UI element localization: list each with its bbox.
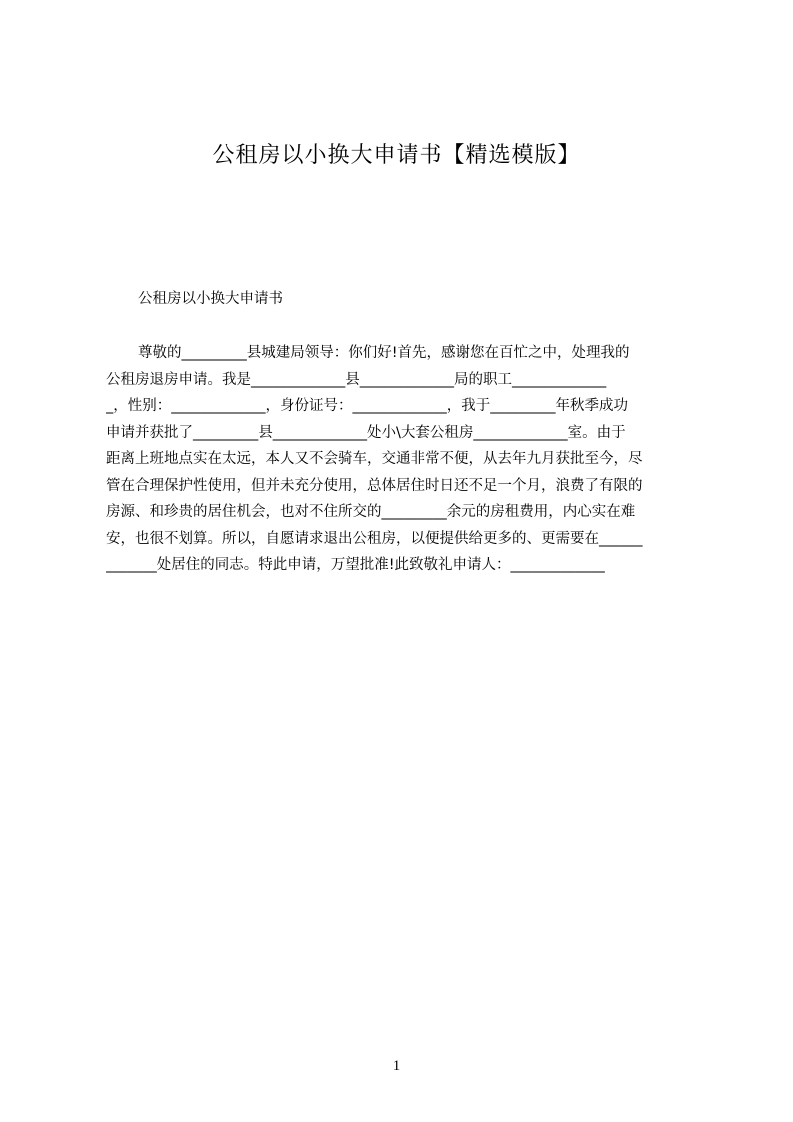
- body-line: _______处居住的同志。特此申请，万望批准!此致敬礼申请人：_____________: [106, 557, 605, 573]
- document-subtitle: 公租房以小换大申请书: [138, 291, 283, 307]
- body-line: 房源、和珍贵的居住机会，也对不住所交的_________余元的房租费用，内心实在难: [106, 504, 636, 520]
- body-line: 公租房退房申请。我是_____________县_____________局的职工_____________: [106, 371, 607, 388]
- body-line: 尊敬的_________县城建局领导：你们好!首先，感谢您在百忙之中，处理我的: [138, 345, 630, 361]
- body-line: _，性别：_____________，身份证号：_____________，我于_________年秋季成功: [106, 398, 628, 414]
- body-line: 安，也很不划算。所以，自愿请求退出公租房，以便提供给更多的、更需要在______: [106, 530, 643, 547]
- body-line: 管在合理保护性使用，但并未充分使用，总体居住时日还不足一个月，浪费了有限的: [106, 477, 643, 494]
- document-title: 公租房以小换大申请书【精选模版】: [212, 143, 581, 168]
- body-line: 申请并获批了_________县_____________处小\大套公租房_____________室。由于: [106, 424, 626, 441]
- document-body: [106, 340, 698, 579]
- page-number: 1: [392, 1058, 401, 1074]
- body-line: 距离上班地点实在太远，本人又不会骑车，交通非常不便，从去年九月获批至今，尽: [106, 451, 643, 467]
